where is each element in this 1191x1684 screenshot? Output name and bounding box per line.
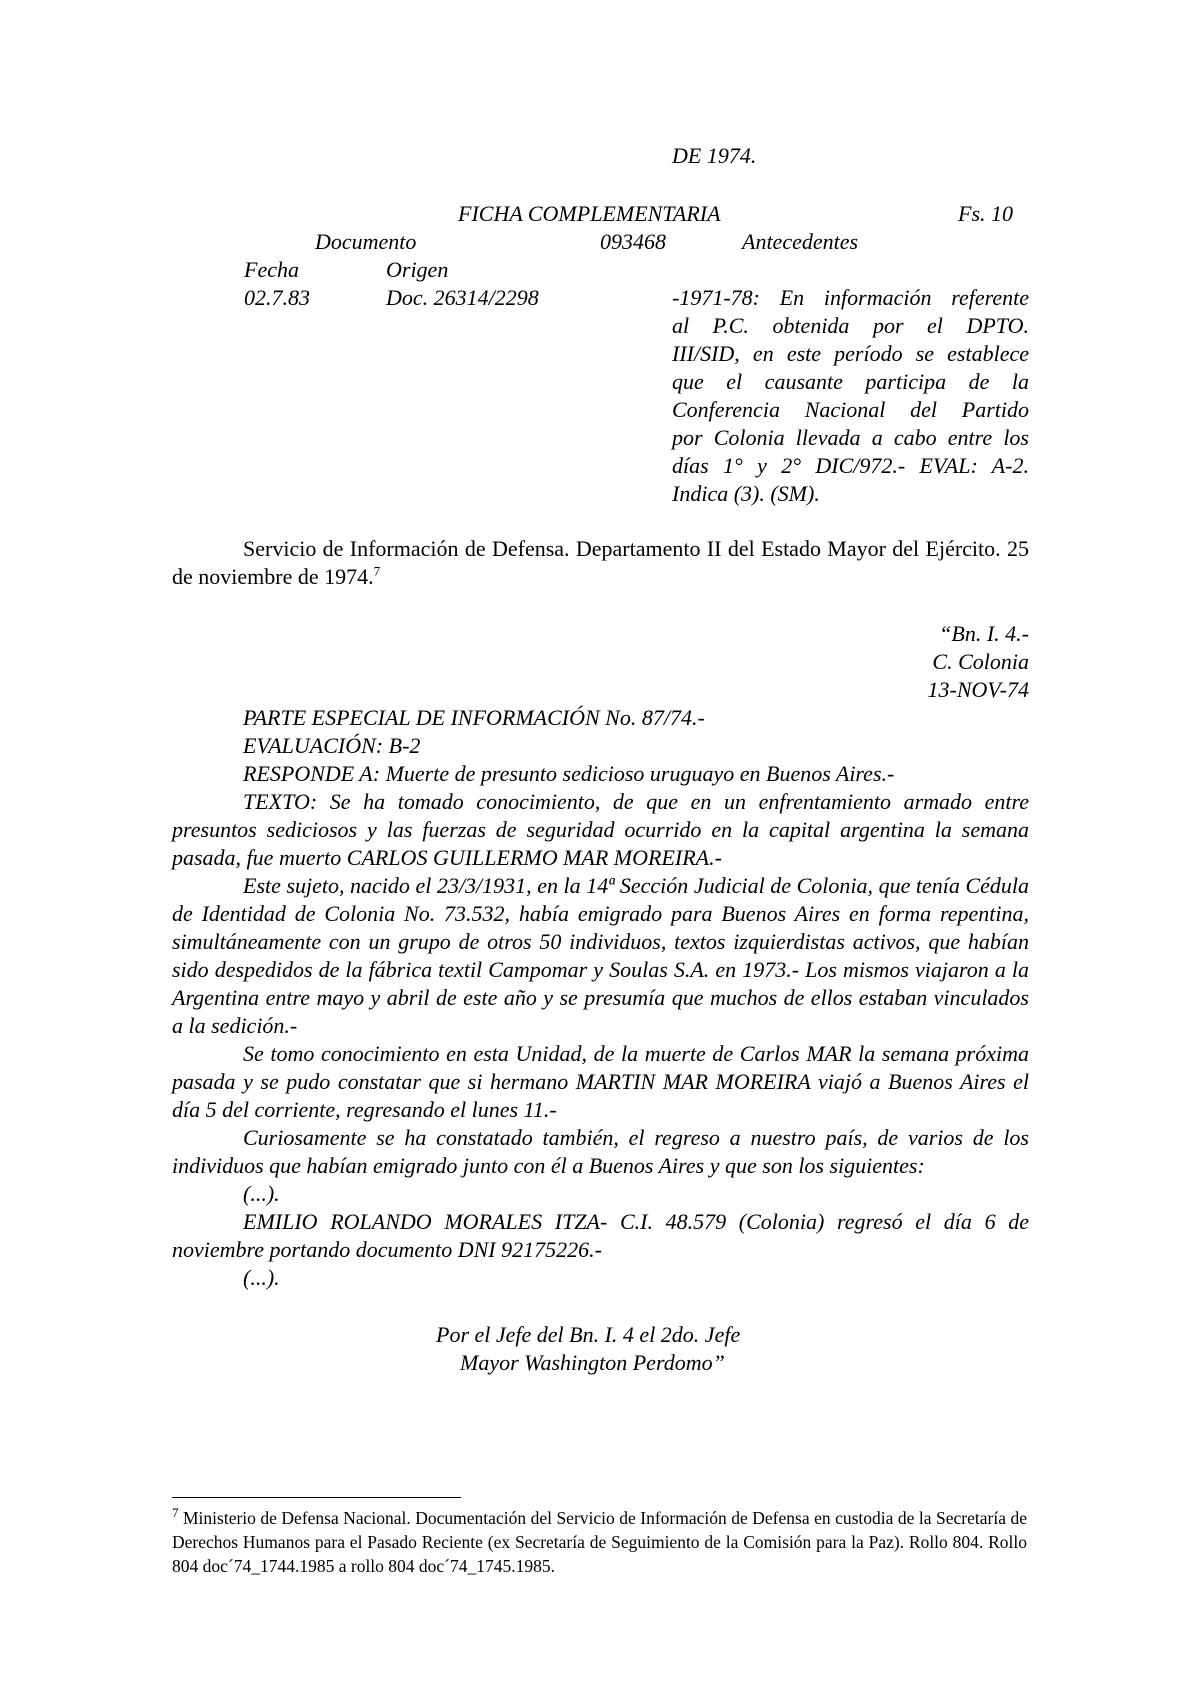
curiosamente-paragraph: Curiosamente se ha constatado también, el regreso a nuestro país, de varios de los individuos que habían emigrado junto con él a Buenos Aires y que son los siguientes: [172, 1125, 1029, 1178]
document-header [700, 620, 1029, 704]
ellipsis-line: (...). [243, 1265, 280, 1290]
source-text: Servicio de Información de Defensa. Departamento II del Estado Mayor del Ejército. 25 de noviembre de 1974. [172, 536, 1029, 589]
ficha-fs: Fs. 10 [958, 201, 1013, 226]
footnote-number: 7 [172, 1505, 179, 1521]
antecedentes-line: por Colonia llevada a cabo entre los [672, 425, 1029, 450]
origen-label: Origen [386, 257, 449, 282]
antecedentes-line: al P.C. obtenida por el DPTO. [672, 313, 1029, 338]
antecedentes-line: III/SID, en este período se establece [672, 341, 1029, 366]
ellipsis-line: (...). [243, 1181, 280, 1206]
antecedentes-line: Conferencia Nacional del Partido [672, 397, 1029, 422]
emilio-paragraph: EMILIO ROLANDO MORALES ITZA- C.I. 48.579 (Colonia) regresó el día 6 de noviembre portando documento DNI 92175226.- [172, 1209, 1029, 1262]
origen-value: Doc. 26314/2298 [386, 285, 539, 310]
documento-label: Documento [315, 229, 417, 254]
header-line: C. Colonia [932, 649, 1029, 674]
evaluacion-line: EVALUACIÓN: B-2 [243, 733, 421, 758]
antecedentes-line: que el causante participa de la [672, 369, 1029, 394]
antecedentes-line: días 1° y 2° DIC/972.- EVAL: A-2. [672, 453, 1029, 478]
footnote-separator [172, 1497, 461, 1498]
documento-numero: 093468 [600, 229, 666, 254]
footnote-reference: 7 [373, 563, 381, 579]
parte-line: PARTE ESPECIAL DE INFORMACIÓN No. 87/74.- [243, 705, 705, 730]
texto-paragraph: TEXTO: Se ha tomado conocimiento, de que en un enfrentamiento armado entre presuntos sediciosos y las fuerzas de seguridad ocurrido en la capital argentina la semana pasada, fue muerto CARLOS GUILLERMO MAR MOREIRA.- [172, 789, 1029, 870]
document-body [172, 704, 1029, 1292]
tomo-paragraph: Se tomo conocimiento en esta Unidad, de la muerte de Carlos MAR la semana próxima pasada y se pudo constatar que si hermano MARTIN MAR MOREIRA viajó a Buenos Aires el día 5 del corriente, regresando el lunes 11.- [172, 1041, 1029, 1122]
header-line: “Bn. I. 4.- [939, 621, 1029, 646]
antecedentes-text [672, 284, 1029, 508]
ficha-title: FICHA COMPLEMENTARIA [458, 201, 721, 226]
signature-line-1: Por el Jefe del Bn. I. 4 el 2do. Jefe [436, 1322, 741, 1347]
antecedentes-line: -1971-78: En información referente [672, 285, 1029, 310]
fecha-label: Fecha [244, 257, 299, 282]
header-line: 13-NOV-74 [927, 677, 1029, 702]
source-paragraph [172, 535, 1029, 591]
antecedentes-line: Indica (3). (SM). [672, 481, 820, 506]
footnote-text: Ministerio de Defensa Nacional. Documentación del Servicio de Información de Defensa en custodia de la Secretaría de Derechos Humanos para el Pasado Reciente (ex Secretaría de Seguimiento de la Comisión para la Paz). Rollo 804. Rollo 804 doc´74_1744.1985 a rollo 804 doc´74_1745.1985. [172, 1508, 1028, 1576]
fecha-value: 02.7.83 [244, 285, 310, 310]
signature-line-2: Mayor Washington Perdomo” [460, 1350, 725, 1375]
footnote [172, 1506, 1027, 1578]
sujeto-paragraph: Este sujeto, nacido el 23/3/1931, en la 14ª Sección Judicial de Colonia, que tenía Cédula de Identidad de Colonia No. 73.532, había emigrado para Buenos Aires en forma repentina, simultáneamente con un grupo de otros 50 individuos, textos izquierdistas activos, que habían sido despedidos de la fábrica textil Campomar y Soulas S.A. en 1973.- Los mismos viajaron a la Argentina entre mayo y abril de este año y se presumía que muchos de ellos estaban vinculados a la sedición.- [172, 873, 1029, 1038]
antecedentes-label: Antecedentes [742, 229, 859, 254]
responde-line: RESPONDE A: Muerte de presunto sedicioso uruguayo en Buenos Aires.- [243, 761, 895, 786]
header-date: DE 1974. [672, 143, 757, 168]
